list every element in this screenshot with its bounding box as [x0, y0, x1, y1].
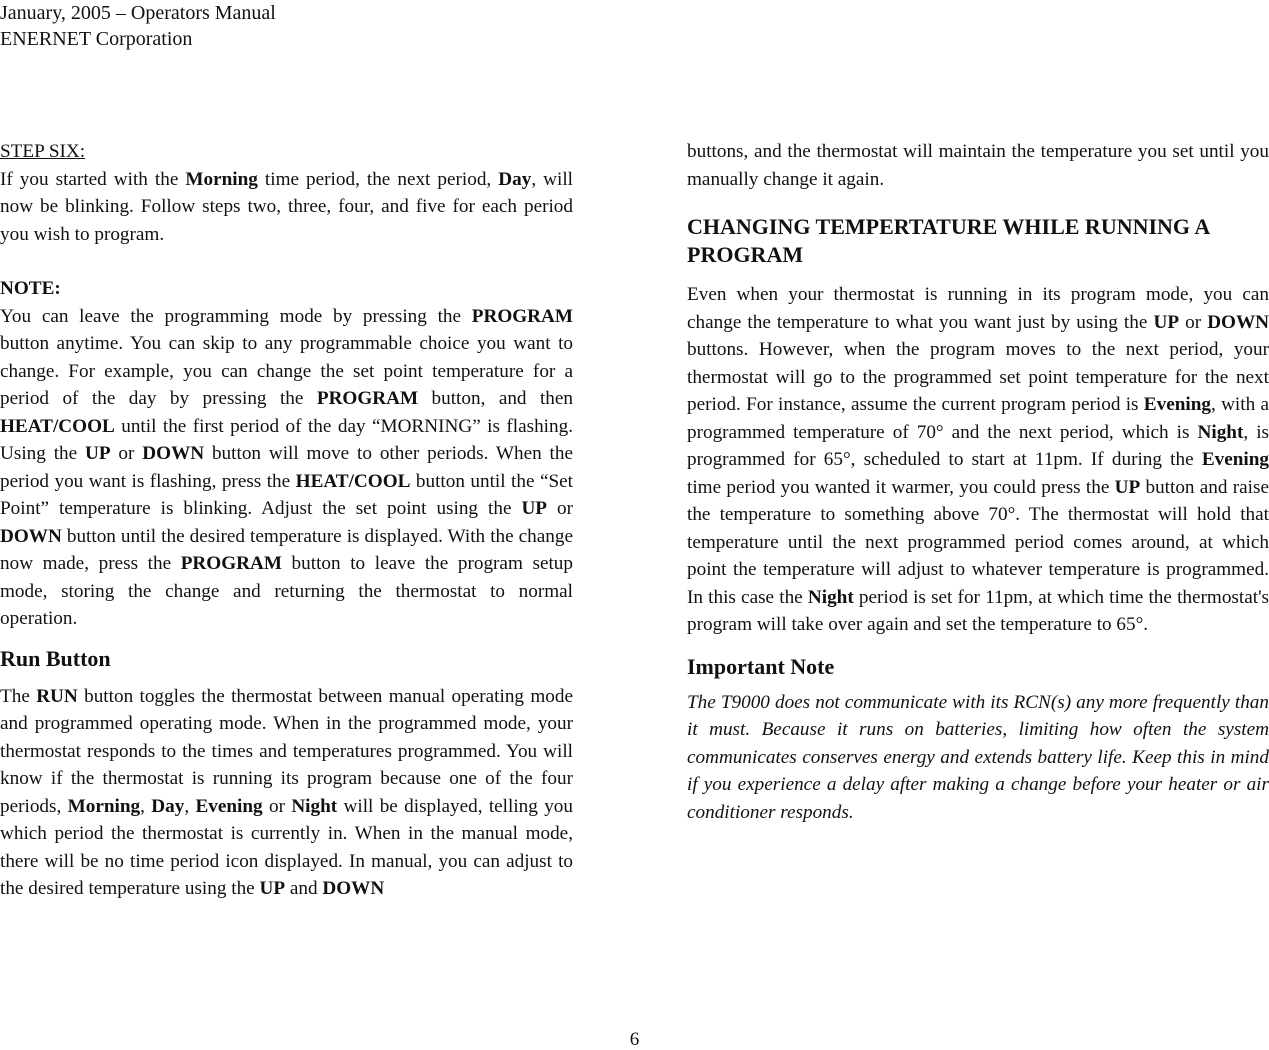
important-note-heading: Important Note [687, 653, 835, 679]
left-column [0, 138, 573, 903]
step-six-label: STEP SIX: [0, 141, 86, 162]
step-six-paragraph: If you started with the Morning time period, the next period, Day, will now be blinking. Follow steps two, three, four, and five for each period you wish to program. [0, 168, 573, 245]
changing-temperature-heading: CHANGING TEMPERTATURE WHILE RUNNING A PROGRAM [687, 214, 1210, 267]
continued-paragraph: buttons, and the thermostat will maintain the temperature you set until you manually change it again. [687, 141, 1269, 190]
run-button-paragraph: The RUN button toggles the thermostat between manual operating mode and programmed operating mode. When in the programmed mode, your thermostat responds to the times and temperatures programmed. You will know if the thermostat is running its program because one of the four periods, Morning, Day, Evening or Night will be displayed, telling you which period the thermostat is currently in. When in the manual mode, there will be no time period icon displayed. In manual, you can adjust to the desired temperature using the UP and DOWN [0, 685, 573, 899]
page-number: 6 [629, 1029, 640, 1050]
header-company: ENERNET Corporation [0, 28, 193, 50]
right-column [687, 138, 1269, 826]
changing-temperature-paragraph: Even when your thermostat is running in its program mode, you can change the temperature to what you want just by using the UP or DOWN buttons. However, when the program moves to the next period, your thermostat will go to the programmed set point temperature for the next period. For instance, assume the current program period is Evening, with a programmed temperature of 70° and the next period, which is Night, is programmed for 65°, scheduled to start at 11pm. If during the Evening time period you wanted it warmer, you could press the UP button and raise the temperature to something above 70°. The thermostat will hold that temperature until the next programmed period comes around, at which point the temperature will adjust to whatever temperature is programmed. In this case the Night period is set for 11pm, at which time the thermostat's program will take over again and set the temperature to 65°. [687, 284, 1269, 635]
note-paragraph: You can leave the programming mode by pressing the PROGRAM button anytime. You can skip to any programmable choice you want to change. For example, you can change the set point temperature for a period of the day by pressing the PROGRAM button, and then HEAT/COOL until the first period of the day “MORNING” is flashing. Using the UP or DOWN button will move to other periods. When the period you want is flashing, press the HEAT/COOL button until the “Set Point” temperature is blinking. Adjust the set point using the UP or DOWN button until the desired temperature is displayed. With the change now made, press the PROGRAM button to leave the program setup mode, storing the change and returning the thermostat to normal operation. [0, 305, 574, 629]
running-header [0, 0, 276, 52]
run-button-heading: Run Button [0, 645, 111, 671]
important-note-paragraph: The T9000 does not communicate with its RCN(s) any more frequently than it must. Because it runs on batteries, limiting how often the system communicates conserves energy and extends battery life. Keep this in mind if you experience a delay after making a change before your heater or air conditioner responds. [687, 691, 1269, 823]
note-label: NOTE: [0, 278, 61, 299]
header-manual-title: January, 2005 – Operators Manual [0, 2, 276, 24]
